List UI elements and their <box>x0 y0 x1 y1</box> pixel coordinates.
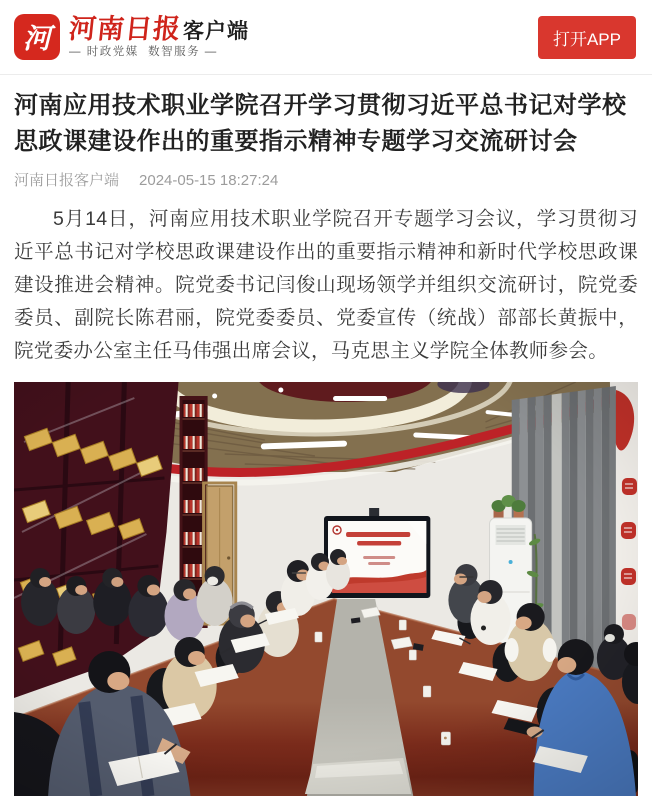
article-source: 河南日报客户端 <box>14 172 120 189</box>
app-header <box>0 0 652 75</box>
article-photo <box>14 382 638 796</box>
byline <box>14 169 638 190</box>
brand-name: 河南日报 <box>67 13 183 45</box>
photo-vignette <box>14 382 638 796</box>
article-title: 河南应用技术职业学院召开学习贯彻习近平总书记对学校思政课建设作出的重要指示精神专题学习交流研讨会 <box>14 92 627 155</box>
brand-wordmark <box>67 13 249 59</box>
article-paragraph: 5月14日，河南应用技术职业学院召开专题学习会议，学习贯彻习近平总书记对学校思政课建设作出的重要指示精神和新时代学校思政课建设推进会精神。院党委书记闫俊山现场领学并组织交流研讨，院党委委员、副院长陈君丽，院党委委员、党委宣传（统战）部部长黄振中，院党委办公室主任马伟强出席会议，马克思主义学院全体教师参会。 <box>14 208 638 362</box>
open-app-button[interactable]: 打开APP <box>538 16 636 59</box>
henan-daily-app-icon <box>14 14 60 60</box>
brand-suffix: 客户端 <box>183 19 249 43</box>
app-icon-glyph: 河 <box>22 22 51 55</box>
article-body <box>0 88 652 796</box>
app-logo[interactable] <box>14 14 249 60</box>
meeting-room-photo <box>14 382 638 796</box>
brand-tagline: — 时政党媒 数智服务 — <box>69 45 218 58</box>
publish-time: 2024-05-15 18:27:24 <box>139 172 279 189</box>
